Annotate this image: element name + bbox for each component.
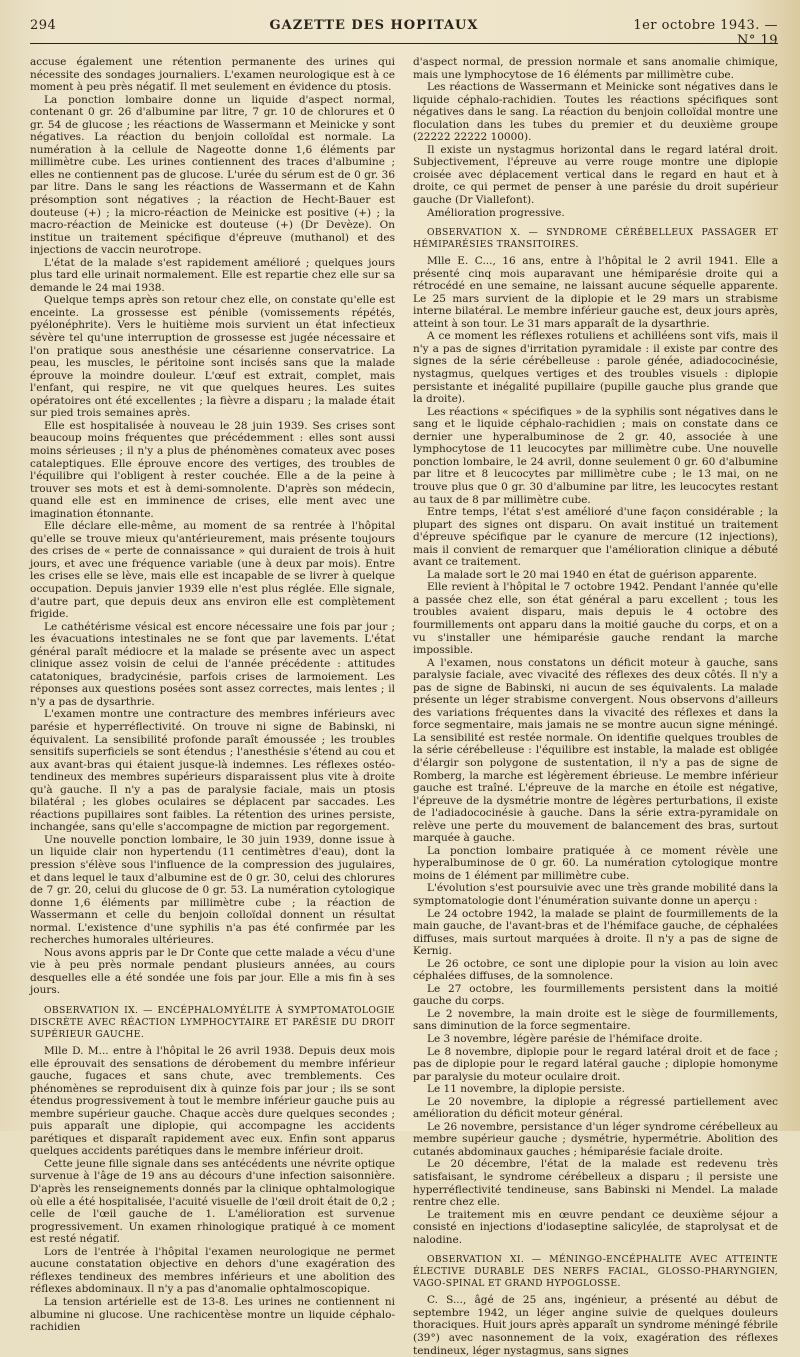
paragraph: Elle est hospitalisée à nouveau le 28 juin 1939. Ses crises sont beaucoup moins fréquentes que précédemment : elles sont aussi moins sérieuses ; il n'y a plus de phénomènes comateux avec poses cataleptiques. Elle éprouve encore des vertiges, des troubles de l'équilibre qui l'obligent à rester couchée. Elle a de la peine à trouver ses mots et est à demi-somnolente. D'après son médecin, quand elle est en imminence de crises, elle ment avec une imagination étonnante. bbox=[30, 419, 395, 520]
observation-heading: OBSERVATION XI. — MÉNINGO-ENCÉPHALITE AVEC ATTEINTE ÉLECTIVE DURABLE DES NERFS FACIAL, GLOSSO-PHARYNGIEN, VAGO-SPINAL ET GRAND HYPOGLOSSE. bbox=[413, 1254, 778, 1290]
paragraph: Amélioration progressive. bbox=[427, 206, 565, 219]
paragraph: accuse également une rétention permanente des urines qui nécessite des sondages journaliers. L'examen neurologique est à ce moment à peu près négatif. Il met seulement en évidence du ptosis. bbox=[30, 56, 395, 94]
paragraph: Le 26 octobre, ce sont une diplopie pour la vision au loin avec céphalées diffuses, de la somnolence. bbox=[413, 957, 778, 983]
paragraph: Le 2 novembre, la main droite est le siège de fourmillements, sans diminution de la force segmentaire. bbox=[413, 1007, 778, 1033]
paragraph: L'état de la malade s'est rapidement amélioré ; quelques jours plus tard elle urinait normalement. Elle est repartie chez elle sur sa demande le 24 mai 1938. bbox=[30, 256, 395, 294]
page-number: 294 bbox=[30, 18, 57, 33]
paragraph: Il existe un nystagmus horizontal dans le regard latéral droit. Subjectivement, l'épreuve au verre rouge montre une diplopie croisée avec déplacement vertical dans le regard en haut et à droite, ce qui permet de penser à une parésie du droit supérieur gauche (Dr Viallefont). bbox=[413, 143, 778, 207]
paragraph: Le 26 novembre, persistance d'un léger syndrome cérébelleux au membre supérieur gauche ; dysmétrie, hypermétrie. Abolition des cutanés abdominaux gauches ; hémiparésie faciale droite. bbox=[413, 1120, 778, 1158]
paragraph: A l'examen, nous constatons un déficit moteur à gauche, sans paralysie faciale, avec vivacité des réflexes des deux côtés. Il n'y a pas de signe de Babinski, ni aucun de ses équivalents. La malade présente un léger strabisme convergent. Nous observons d'ailleurs des variations fréquentes dans la vivacité des réflexes et dans la force segmentaire, mais jamais ne se montre aucun signe méningé. La sensibilité est restée normale. On identifie quelques troubles de la série cérébelleuse : l'équilibre est instable, la malade est obligée d'élargir son polygone de sustentation, il n'y a pas de signe de Romberg, la marche est légèrement ébrieuse. Le membre inférieur gauche est traîné. L'épreuve de la marche en étoile est négative, l'épreuve de la dysmétrie montre de légères perturbations, il existe de l'adiadococinésie à gauche. Dans la série extra-pyramidale on relève une perte du mouvement de balancement des bras, surtout marquée à gauche. bbox=[413, 656, 778, 845]
paragraph: La ponction lombaire pratiquée à ce moment révèle une hyperalbuminose de 0 gr. 60. La numération cytologique montre moins de 1 élément par millimètre cube. bbox=[413, 844, 778, 882]
journal-title: GAZETTE DES HOPITAUX bbox=[269, 18, 479, 33]
paragraph: Le 20 novembre, la diplopie a régressé partiellement avec amélioration du déficit moteur général. bbox=[413, 1095, 778, 1121]
paragraph: Les réactions « spécifiques » de la syphilis sont négatives dans le sang et le liquide céphalo-rachidien ; mais on constate dans ce dernier une hyperalbuminose de 2 gr. 40, associée à une lymphocytose de 11 leucocytes par millimètre cube. Une nouvelle ponction lombaire, le 24 avril, donne seulement 0 gr. 60 d'albumine par litre et 8 leucocytes par millimètre cube ; le 13 mai, on ne trouve plus que 0 gr. 30 d'albumine par litre, les leucocytes restant au taux de 8 par millimètre cube. bbox=[413, 405, 778, 506]
paragraph: Cette jeune fille signale dans ses antécédents une névrite optique survenue à l'âge de 19 ans au décours d'une infection saisonnière. D'après les renseignements donnés par la clinique ophtalmologique où elle a été hospitalisée, l'acuité visuelle de l'œil droit était de 0,2 ; celle de l'œil gauche de 1. L'amélioration est survenue progressivement. Un examen rhinologique pratiqué à ce moment est resté négatif. bbox=[30, 1157, 395, 1246]
paragraph: Entre temps, l'état s'est amélioré d'une façon considérable ; la plupart des signes ont disparu. On avait institué un traitement d'épreuve spécifique par le cyanure de mercure (12 injections), mais il convient de remarquer que l'amélioration clinique a débuté avant ce traitement. bbox=[413, 506, 778, 569]
paragraph: Le traitement mis en œuvre pendant ce deuxième séjour a consisté en injections d'iodaseptine salicylée, de staprolysat et de nalodine. bbox=[413, 1208, 778, 1246]
paragraph: d'aspect normal, de pression normale et sans anomalie chimique, mais une lymphocytose de 16 éléments par millimètre cube. bbox=[413, 56, 778, 81]
observation-heading: OBSERVATION IX. — ENCÉPHALOMYÉLITE À SYMPTOMATOLOGIE DISCRÈTE AVEC RÉACTION LYMPHOCYTAIRE ET PARÉSIE DU DROIT SUPÉRIEUR GAUCHE. bbox=[30, 1005, 395, 1041]
observation-heading: OBSERVATION X. — SYNDROME CÉRÉBELLEUX PASSAGER ET HÉMIPARÉSIES TRANSITOIRES. bbox=[413, 227, 778, 251]
paragraph: L'examen montre une contracture des membres inférieurs avec parésie et hyperréflectivité. On trouve ni signe de Babinski, ni équivalent. La sensibilité profonde paraît émoussée ; les troubles sensitifs superficiels se sont étendus ; l'anesthésie s'étend au cou et aux avant-bras qui étaient jusque-là indemnes. Les réflexes ostéo-tendineux des membres supérieurs disparaissent plus vite à droite qu'à gauche. Il n'y a pas de paralysie faciale, mais un ptosis bilatéral ; les globes oculaires se déplacent par saccades. Les réactions pupillaires sont faibles. La rétention des urines persiste, inchangée, sans qu'elle s'accompagne de miction par regorgement. bbox=[30, 708, 395, 834]
text-columns bbox=[30, 56, 778, 1357]
paragraph: Le 8 novembre, diplopie pour le regard latéral droit et de face ; pas de diplopie pour le regard latéral gauche ; diplopie homonyme par paralysie du moteur oculaire droit. bbox=[413, 1045, 778, 1083]
paragraph: La tension artérielle est de 13-8. Les urines ne contiennent ni albumine ni glucose. Une rachicentèse montre un liquide céphalo-rachidien bbox=[30, 1295, 395, 1334]
issue-info: 1er octobre 1943. — N° 19 bbox=[633, 18, 778, 48]
paragraph: Une nouvelle ponction lombaire, le 30 juin 1939, donne issue à un liquide clair non hypertendu (11 centimètres d'eau), dont la pression s'élève sous l'influence de la compression des jugulaires, et dans lequel le taux d'albumine est de 0 gr. 30, celui des chlorures de 7 gr. 20, celui du glucose de 0 gr. 53. La numération cytologique donne 1,6 éléments par millimètre cube ; la réaction de Wassermann et celle du benjoin colloïdal donnent un résultat normal. L'existence d'une syphilis n'a pas été confirmée par les recherches humorales ultérieures. bbox=[30, 833, 395, 947]
paragraph: La ponction lombaire donne un liquide d'aspect normal, contenant 0 gr. 26 d'albumine par litre, 7 gr. 10 de chlorures et 0 gr. 54 de glucose ; les réactions de Wassermann et Meinicke y sont négatives. La réaction du benjoin colloïdal est normale. La numération à la cellule de Nageotte donne 1,6 éléments par millimètre cube. Les urines contiennent des traces d'albumine ; elles ne contiennent pas de glucose. L'urée du sérum est de 0 gr. 36 par litre. Dans le sang les réactions de Wassermann et de Kahn présomption sont négatives ; la réaction de Hecht-Bauer est douteuse (+) ; la micro-réaction de Meinicke est positive (+) ; la macro-réaction de Meinicke est douteuse (+) (Dr Devèze). On institue un traitement spécifique d'épreuve (muthanol) et des injections de vaccin neurotrope. bbox=[30, 93, 395, 257]
paragraph: Le 20 décembre, l'état de la malade est redevenu très satisfaisant, le syndrome cérébelleux a disparu ; il persiste une hyperréflectivité tendineuse, sans Babinski ni Mendel. La malade rentre chez elle. bbox=[413, 1158, 778, 1209]
page-header bbox=[30, 18, 778, 48]
paragraph: Lors de l'entrée à l'hôpital l'examen neurologique ne permet aucune constatation objective en dehors d'une exagération des réflexes tendineux des membres inférieurs et une abolition des réflexes abdominaux. Il n'y a pas d'anomalie ophtalmoscopique. bbox=[30, 1245, 395, 1296]
paragraph: Elle revient à l'hôpital le 7 octobre 1942. Pendant l'année qu'elle a passée chez elle, son état général a paru excellent ; tous les troubles avaient disparu, mais depuis le 4 octobre des fourmillements ont apparu dans la moitié gauche du corps, et on a vu s'installer une hémiparésie gauche rendant la marche impossible. bbox=[413, 581, 778, 657]
paragraph: C. S..., âgé de 25 ans, ingénieur, a présenté au début de septembre 1942, un léger angine suivie de quelques douleurs thoraciques. Huit jours après apparaît un syndrome méningé fébrile (39°) avec nasonnement de la voix, exagération des réflexes tendineux, léger nystagmus, sans signes bbox=[413, 1294, 778, 1357]
paragraph: Les réactions de Wassermann et Meinicke sont négatives dans le liquide céphalo-rachidien. Toutes les réactions spécifiques sont négatives dans le sang. La réaction du benjoin colloïdal montre une floculation dans les tubes du premier et du deuxième groupe (22222 22222 10000). bbox=[413, 81, 778, 144]
paragraph: Le cathétérisme vésical est encore nécessaire une fois par jour ; les évacuations intestinales ne se font que par lavements. L'état général paraît médiocre et la malade se présente avec un aspect clinique assez voisin de celui de l'année précédente : attitudes catatoniques, bradycinésie, parfois crises de larmoiement. Les réponses aux questions posées sont assez correctes, mais lentes ; il n'y a pas de dysarthrie. bbox=[30, 620, 395, 708]
paragraph: Le 3 novembre, légère parésie de l'hémiface droite. bbox=[427, 1033, 703, 1046]
paragraph: La malade sort le 20 mai 1940 en état de guérison apparente. bbox=[427, 568, 757, 581]
left-column bbox=[30, 56, 395, 1334]
paragraph: Nous avons appris par le Dr Conte que cette malade a vécu d'une vie à peu près normale pendant plusieurs années, au cours desquelles elle a été sondée une fois par jour. Elle a mis fin à ses jours. bbox=[30, 946, 395, 997]
paragraph: A ce moment les réflexes rotuliens et achilléens sont vifs, mais il n'y a pas de signes d'irritation pyramidale : il existe par contre des signes de la série cérébelleuse : parole génée, adiadococinésie, nystagmus, quelques vertiges et des troubles visuels : diplopie persistante et inégalité pupillaire (pupille gauche plus grande que la droite). bbox=[413, 330, 778, 406]
paragraph: Quelque temps après son retour chez elle, on constate qu'elle est enceinte. La grossesse est pénible (vomissements répétés, pyélonéphrite). Vers le huitième mois survient un état infectieux sévère tel qu'une interruption de grossesse est jugée nécessaire et l'on pratique sous anesthésie une césarienne conservatrice. La peau, les muscles, le péritoine sont incisés sans que la malade éprouve la moindre douleur. L'œuf est extrait, complet, mais l'enfant, qui respire, ne vit que quelques heures. Les suites opératoires ont été excellentes ; la fièvre a disparu ; la malade était sur pied trois semaines après. bbox=[30, 294, 395, 420]
paragraph: Mlle E. C..., 16 ans, entre à l'hôpital le 2 avril 1941. Elle a présenté cinq mois auparavant une hémiparésie droite qui a rétrocédé en une semaine, ne laissant aucune séquelle apparente. Le 25 mars survient de la diplopie et le 29 mars un strabisme interne bilatéral. Le membre inférieur gauche est, deux jours après, atteint à son tour. Le 31 mars apparaît de la dysarthrie. bbox=[413, 255, 778, 330]
paragraph: Elle déclare elle-même, au moment de sa rentrée à l'hôpital qu'elle se trouve mieux qu'antérieurement, mais présente toujours des crises de « perte de connaissance » qui duraient de trois à huit jours, et avec une fréquence variable (une à deux par mois). Entre les crises elle se lève, mais elle est incapable de se livrer à quelque occupation. Depuis janvier 1939 elle n'est plus réglée. Elle signale, d'autre part, que depuis deux ans environ elle est complètement frigide. bbox=[30, 520, 395, 621]
paragraph: Le 24 octobre 1942, la malade se plaint de fourmillements de la main gauche, de l'avant-bras et de l'hémiface gauche, de céphalées diffuses, mais surtout marquées à droite. Il n'y a pas de signe de Kernig. bbox=[413, 907, 778, 958]
paragraph: Mlle D. M... entre à l'hôpital le 26 avril 1938. Depuis deux mois elle éprouvait des sensations de dérobement du membre inférieur gauche, fugaces et sans chute, avec tremblements. Ces phénomènes se reproduisent dix à quinze fois par jour ; ils se sont étendus progressivement à tout le membre inférieur gauche puis au membre supérieur gauche. Chaque accès dure quelques secondes ; puis apparaît une diplopie, qui accompagne les accidents parétiques et disparaît rapidement avec eux. Enfin sont apparus quelques accidents parétiques dans le membre inférieur droit. bbox=[30, 1045, 395, 1158]
right-column bbox=[413, 56, 778, 1357]
paragraph: L'évolution s'est poursuivie avec une très grande mobilité dans la symptomatologie dont l'énumération suivante donne un aperçu : bbox=[413, 882, 778, 907]
paragraph: Le 27 octobre, les fourmillements persistent dans la moitié gauche du corps. bbox=[413, 982, 778, 1008]
paragraph: Le 11 novembre, la diplopie persiste. bbox=[427, 1083, 625, 1096]
